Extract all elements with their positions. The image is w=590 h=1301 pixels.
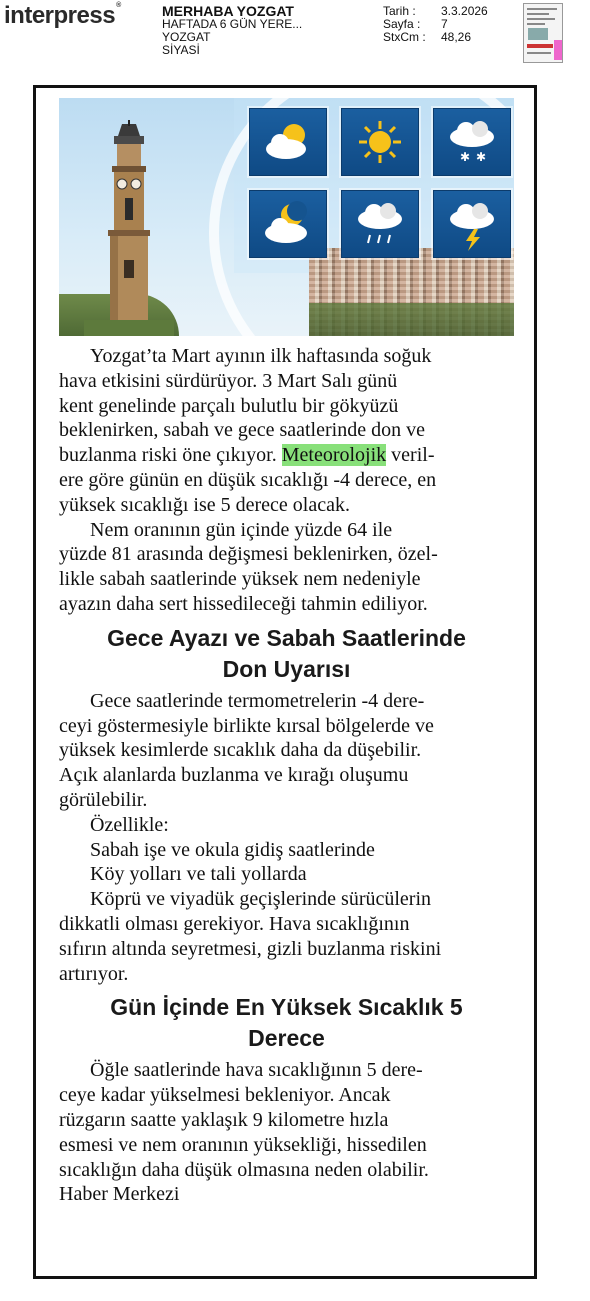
text-line: ceyi göstermesiyle birlikte kırsal bölgelerde ve (59, 714, 434, 737)
text-line: sıcaklığın daha düşük olmasına neden olabilir. (59, 1158, 429, 1181)
author-line: Haber Merkezi (59, 1183, 180, 1206)
text-line: artırıyor. (59, 962, 129, 985)
photo-trees (309, 303, 514, 336)
city-label: YOZGAT (162, 30, 211, 44)
paragraph-4 (59, 887, 514, 986)
subheading-line: Gece Ayazı ve Sabah Saatlerinde (107, 624, 466, 651)
text-line: yüksek kesimlerde sıcaklık daha da düşebilir. (59, 739, 422, 762)
logo-text: interpress (4, 2, 116, 29)
text-line: Yozgat’ta Mart ayının ilk haftasında soğuk (90, 345, 432, 367)
thumb-photo (528, 28, 548, 40)
category-label: SİYASİ (162, 43, 200, 57)
article-photo (59, 98, 514, 336)
night-cloud-icon (250, 191, 326, 257)
text-line: sıfırın altında seyretmesi, gizli buzlanma riskini (59, 937, 442, 960)
tile-thunderstorm (433, 190, 511, 258)
subheading-line: Gün İçinde En Yüksek Sıcaklık 5 (110, 994, 463, 1021)
text-line: dikkatli olması gerekiyor. Hava sıcaklığının (59, 912, 410, 935)
meta-row-stxcm (383, 31, 488, 44)
list-item: Sabah işe ve okula gidiş saatlerinde (90, 838, 375, 861)
text-line: ere göre günün en düşük sıcaklığı -4 derece, en (59, 468, 437, 491)
meta-value: 7 (441, 17, 448, 31)
list-intro: Özellikle: (90, 813, 169, 836)
text-line: ceye kadar yükselmesi bekleniyor. Ancak (59, 1084, 391, 1107)
text-line: Nem oranının gün içinde yüzde 64 ile (90, 518, 393, 541)
tile-sunny (341, 108, 419, 176)
text-line (59, 443, 514, 468)
headline-snippet: HAFTADA 6 GÜN YERE... (162, 17, 303, 31)
subheading-line: Derece (248, 1025, 325, 1052)
svg-text:✱: ✱ (476, 150, 487, 164)
thumb-line (527, 8, 557, 10)
paragraph-1 (59, 344, 514, 518)
thumb-line (527, 13, 549, 15)
logo-registered-mark: ® (116, 2, 121, 9)
thumb-line (527, 18, 555, 20)
article-body (59, 344, 514, 1207)
meta-key: StxCm : (383, 30, 426, 44)
thumb-line (527, 52, 551, 54)
signature (59, 1182, 514, 1207)
thunderstorm-icon (434, 191, 510, 257)
text-line: görülebilir. (59, 788, 148, 811)
text-line: Gece saatlerinde termometrelerin -4 dere- (90, 689, 425, 712)
meta-value: 48,26 (441, 30, 472, 44)
thumb-highlight-marker (554, 40, 562, 60)
clipping-info (162, 5, 302, 57)
list (59, 813, 514, 887)
svg-text:✱: ✱ (460, 150, 471, 164)
text-line: yüksek sıcaklığı ise 5 derece olacak. (59, 493, 350, 516)
page-thumbnail[interactable] (523, 3, 563, 63)
text-line: Öğle saatlerinde hava sıcaklığının 5 dere- (90, 1059, 423, 1082)
text-segment: veril- (386, 444, 435, 467)
meta-value: 3.3.2026 (441, 4, 488, 18)
text-line: Köprü ve viyadük geçişlerinde sürücülerin (90, 888, 432, 911)
text-line: hava etkisini sürdürüyor. 3 Mart Salı günü (59, 369, 398, 392)
subheading-2 (59, 992, 514, 1054)
partly-cloudy-icon (250, 109, 326, 175)
highlighted-keyword: Meteorolojik (281, 444, 387, 467)
tile-snow (433, 108, 511, 176)
rain-icon (342, 191, 418, 257)
meta-key: Sayfa : (383, 17, 421, 31)
list-item: Köy yolları ve tali yollarda (90, 863, 307, 886)
tile-night-cloud (249, 190, 327, 258)
sun-icon (342, 109, 418, 175)
subheading-1 (59, 623, 514, 685)
interpress-logo (4, 2, 121, 30)
tile-rain (341, 190, 419, 258)
text-line: kent genelinde parçalı bulutlu bir gökyüzü (59, 394, 399, 417)
text-line: beklenirken, sabah ve gece saatlerinde don ve (59, 419, 425, 442)
thumb-banner (527, 44, 553, 48)
text-segment: buzlanma riski öne çıkıyor. (59, 444, 282, 467)
meta-key: Tarih : (383, 4, 416, 18)
thumb-line (527, 23, 545, 25)
text-line: ayazın daha sert hissedileceği tahmin ediliyor. (59, 592, 428, 615)
paragraph-2 (59, 518, 514, 617)
snow-icon (434, 109, 510, 175)
text-line: Açık alanlarda buzlanma ve kırağı oluşumu (59, 764, 409, 787)
paragraph-3 (59, 689, 514, 813)
publication-name: MERHABA YOZGAT (162, 3, 294, 19)
text-line: yüzde 81 arasında değişmesi beklenirken, özel- (59, 543, 438, 566)
subheading-line: Don Uyarısı (222, 655, 351, 682)
tile-partly-cloudy (249, 108, 327, 176)
text-line: esmesi ve nem oranının yüksekliği, hissedilen (59, 1133, 427, 1156)
text-line: likle sabah saatlerinde yüksek nem nedeniyle (59, 568, 421, 591)
text-line: rüzgarın saatte yaklaşık 9 kilometre hızla (59, 1108, 389, 1131)
clipping-meta (383, 5, 488, 44)
paragraph-5 (59, 1058, 514, 1182)
clock-tower (84, 120, 174, 336)
